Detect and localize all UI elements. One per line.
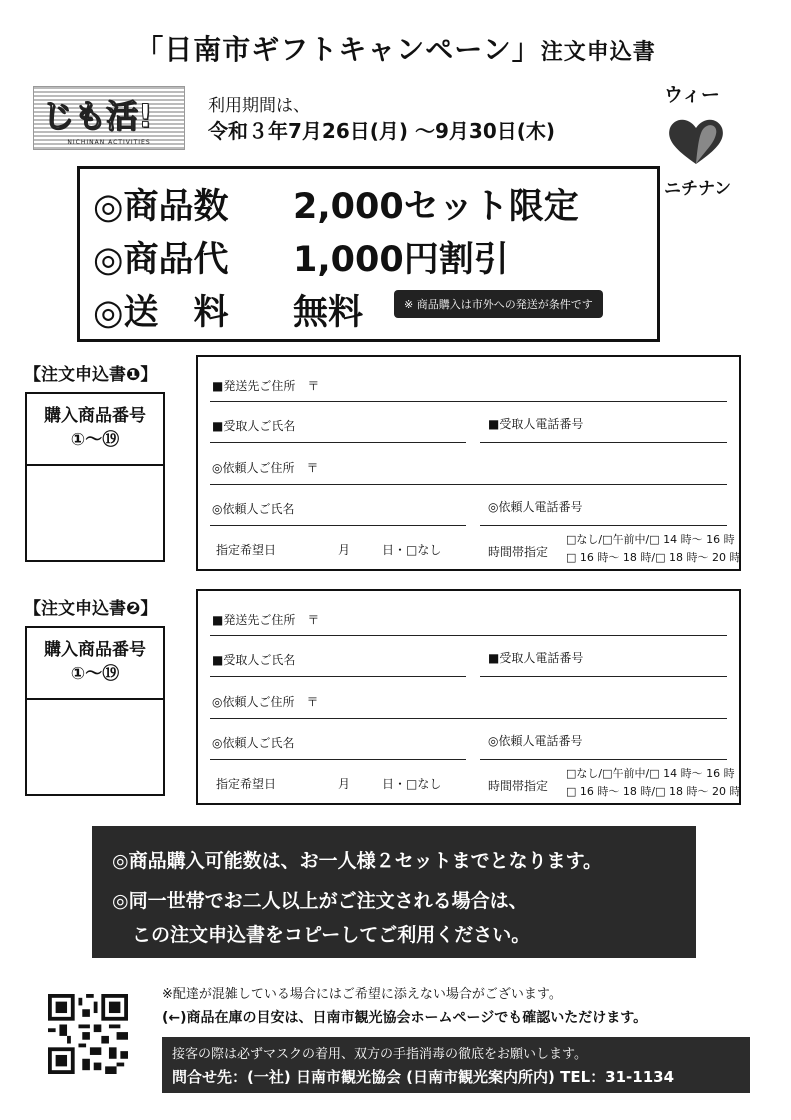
highlight-value: 2,000セット限定 bbox=[293, 187, 579, 227]
mascot-top-text: ウィー bbox=[664, 84, 720, 106]
day-label[interactable]: 日・□なし bbox=[382, 777, 442, 791]
highlight-item bbox=[93, 179, 579, 229]
contact-org: (一社) 日南市観光協会 (日南市観光案内所内) bbox=[247, 1068, 555, 1086]
time-options-row1[interactable]: □なし/□午前中/□ 14 時～ 16 時 bbox=[566, 767, 735, 780]
highlight-value: 無料 bbox=[293, 293, 364, 333]
notice-line3: この注文申込書をコピーしてご利用ください。 bbox=[132, 924, 531, 946]
form1-product-number-box[interactable] bbox=[25, 392, 165, 562]
delivery-note: ※配達が混雑している場合にはご希望に添えない場合がございます。 bbox=[162, 987, 562, 1002]
product-number-header bbox=[27, 628, 163, 700]
jimokatsu-logo bbox=[33, 86, 185, 150]
time-label: 時間帯指定 bbox=[488, 545, 549, 559]
footer-contact-box bbox=[162, 1037, 750, 1093]
product-number-title: 購入商品番号 bbox=[44, 640, 146, 660]
requester-name-field[interactable] bbox=[210, 525, 466, 526]
logo-subtext: NICHINAN ACTIVITIES bbox=[67, 139, 151, 146]
time-label: 時間帯指定 bbox=[488, 779, 549, 793]
highlight-label: ◎商品数 bbox=[93, 187, 229, 227]
title-sub: 注文申込書 bbox=[540, 40, 656, 65]
highlight-item bbox=[93, 232, 509, 282]
heart-logo-icon bbox=[666, 116, 726, 166]
mask-note: 接客の際は必ずマスクの着用、双方の手指消毒の徹底をお願いします。 bbox=[172, 1047, 587, 1062]
form2-order-form bbox=[196, 589, 741, 805]
notice-line1: ◎商品購入可能数は、お一人様２セットまでとなります。 bbox=[112, 850, 603, 872]
qr-code-icon[interactable] bbox=[48, 994, 128, 1074]
requester-address-field[interactable] bbox=[210, 484, 727, 485]
period-label: 利用期間は、 bbox=[208, 96, 310, 116]
requester-name-field[interactable] bbox=[210, 759, 466, 760]
condition-note: ※ 商品購入は市外への発送が条件です bbox=[394, 290, 603, 318]
title-main: 「日南市ギフトキャンペーン」 bbox=[135, 33, 541, 66]
logo-text: じも活! bbox=[42, 97, 153, 135]
date-label: 指定希望日 bbox=[216, 543, 277, 557]
recipient-name-label: ■受取人ご氏名 bbox=[212, 653, 296, 667]
contact-prefix: 問合せ先： bbox=[172, 1068, 248, 1086]
month-label: 月 bbox=[338, 777, 351, 791]
requester-phone-field[interactable] bbox=[480, 759, 727, 760]
requester-address-field[interactable] bbox=[210, 718, 727, 719]
recipient-phone-label: ■受取人電話番号 bbox=[488, 417, 584, 431]
highlight-label: ◎送 料 bbox=[93, 293, 229, 333]
time-options-row1[interactable]: □なし/□午前中/□ 14 時～ 16 時 bbox=[566, 533, 735, 546]
requester-phone-label: ◎依頼人電話番号 bbox=[488, 734, 583, 748]
stock-note: (←)商品在庫の目安は、日南市観光協会ホームページでも確認いただけます。 bbox=[162, 1010, 648, 1026]
purchase-limit-notice bbox=[92, 826, 696, 958]
ship-address-label: ■発送先ご住所 〒 bbox=[212, 613, 320, 627]
product-number-title: 購入商品番号 bbox=[44, 406, 146, 426]
month-label: 月 bbox=[338, 543, 351, 557]
highlights-box bbox=[77, 166, 660, 342]
form1-order-form bbox=[196, 355, 741, 571]
requester-name-label: ◎依頼人ご氏名 bbox=[212, 736, 295, 750]
ship-address-label: ■発送先ご住所 〒 bbox=[212, 379, 320, 393]
recipient-name-field[interactable] bbox=[210, 442, 466, 443]
requester-address-label: ◎依頼人ご住所 〒 bbox=[212, 461, 319, 475]
ship-address-field[interactable] bbox=[210, 635, 727, 636]
day-label[interactable]: 日・□なし bbox=[382, 543, 442, 557]
time-options-row2[interactable]: □ 16 時～ 18 時/□ 18 時～ 20 時 bbox=[566, 551, 741, 564]
mascot-bottom-text: ニチナン bbox=[664, 179, 732, 199]
contact-tel[interactable]: TEL：31-1134 bbox=[560, 1068, 675, 1086]
product-number-header bbox=[27, 394, 163, 466]
recipient-phone-field[interactable] bbox=[480, 442, 727, 443]
recipient-phone-field[interactable] bbox=[480, 676, 727, 677]
highlight-label: ◎商品代 bbox=[93, 240, 229, 280]
requester-name-label: ◎依頼人ご氏名 bbox=[212, 502, 295, 516]
form2-product-number-box[interactable] bbox=[25, 626, 165, 796]
ship-address-field[interactable] bbox=[210, 401, 727, 402]
period-dates: 令和３年7月26日(月) ～9月30日(木) bbox=[208, 119, 556, 143]
contact-line bbox=[172, 1066, 674, 1087]
product-number-range: ①～⑲ bbox=[70, 664, 120, 684]
recipient-name-label: ■受取人ご氏名 bbox=[212, 419, 296, 433]
requester-phone-label: ◎依頼人電話番号 bbox=[488, 500, 583, 514]
highlight-item bbox=[93, 285, 364, 335]
recipient-name-field[interactable] bbox=[210, 676, 466, 677]
date-label: 指定希望日 bbox=[216, 777, 277, 791]
recipient-phone-label: ■受取人電話番号 bbox=[488, 651, 584, 665]
page-title bbox=[0, 28, 791, 68]
product-number-range: ①～⑲ bbox=[70, 430, 120, 450]
time-options-row2[interactable]: □ 16 時～ 18 時/□ 18 時～ 20 時 bbox=[566, 785, 741, 798]
requester-phone-field[interactable] bbox=[480, 525, 727, 526]
form2-section-label: 【注文申込書❷】 bbox=[24, 599, 158, 619]
requester-address-label: ◎依頼人ご住所 〒 bbox=[212, 695, 319, 709]
notice-line2: ◎同一世帯でお二人以上がご注文される場合は、 bbox=[112, 890, 528, 912]
form1-section-label: 【注文申込書❶】 bbox=[24, 365, 158, 385]
highlight-value: 1,000円割引 bbox=[293, 240, 509, 280]
